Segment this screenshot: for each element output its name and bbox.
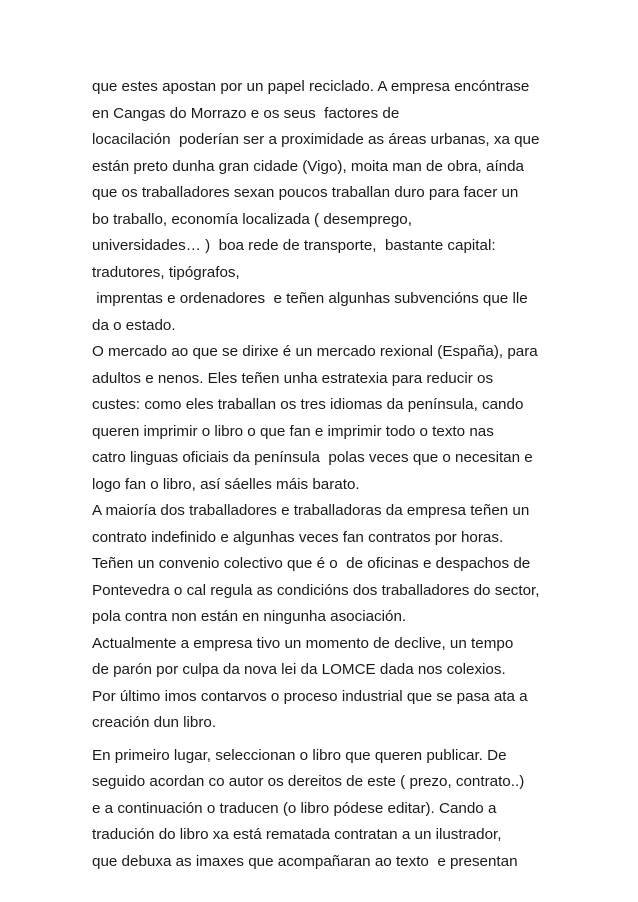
text-line: Actualmente a empresa tivo un momento de declive, un tempo xyxy=(92,634,514,652)
text-line: da o estado. xyxy=(92,316,176,334)
text-line: contrato indefinido e algunhas veces fan contratos por horas. xyxy=(92,528,504,546)
text-line: tradución do libro xa está rematada contratan a un ilustrador, xyxy=(92,826,502,843)
text-line: A maioría dos traballadores e traballadoras da empresa teñen un xyxy=(92,502,530,519)
text-line: tradutores, tipógrafos, xyxy=(92,263,240,281)
paragraph-2 xyxy=(92,743,572,876)
text-line: pola contra non están en ningunha asociación. xyxy=(92,608,407,625)
text-line: seguido acordan co autor os dereitos de este ( prezo, contrato..) xyxy=(92,773,525,790)
text-line: custes: como eles traballan os tres idiomas da península, cando xyxy=(92,396,524,413)
text-line: adultos e nenos. Eles teñen unha estratexia para reducir os xyxy=(92,369,494,387)
text-line: O mercado ao que se dirixe é un mercado rexional (España), para xyxy=(92,343,538,360)
text-line: En primeiro lugar, seleccionan o libro que queren publicar. De xyxy=(92,746,507,764)
text-line: en Cangas do Morrazo e os seus factores de xyxy=(92,104,400,122)
text-line: de parón por culpa da nova lei da LOMCE dada nos colexios. xyxy=(92,661,506,678)
text-line: Pontevedra o cal regula as condicións dos traballadores do sector, xyxy=(92,581,540,599)
text-line: bo traballo, economía localizada ( desemprego, xyxy=(92,210,412,228)
text-line: universidades… ) boa rede de transporte, bastante capital: xyxy=(92,237,496,254)
text-line: Teñen un convenio colectivo que é o de oficinas e despachos de xyxy=(92,555,531,572)
text-line: logo fan o libro, así sáelles máis barato. xyxy=(92,475,360,493)
text-line: imprentas e ordenadores e teñen algunhas subvencións que lle xyxy=(92,290,528,307)
text-line: catro linguas oficiais da península polas veces que o necesitan e xyxy=(92,449,533,466)
text-line: locacilación poderían ser a proximidade as áreas urbanas, xa que xyxy=(92,131,540,148)
text-line: están preto dunha gran cidade (Vigo), moita man de obra, aínda xyxy=(92,157,525,175)
text-line: que os traballadores sexan poucos traballan duro para facer un xyxy=(92,184,519,201)
document-body xyxy=(92,74,572,875)
text-line: que estes apostan por un papel reciclado. A empresa encóntrase xyxy=(92,78,530,95)
text-line: que debuxa as imaxes que acompañaran ao texto e presentan xyxy=(92,852,518,870)
text-line: creación dun libro. xyxy=(92,714,217,731)
paragraph-1 xyxy=(92,74,572,737)
text-line: e a continuación o traducen (o libro pódese editar). Cando a xyxy=(92,799,497,817)
text-line: queren imprimir o libro o que fan e imprimir todo o texto nas xyxy=(92,422,494,440)
text-line: Por último imos contarvos o proceso industrial que se pasa ata a xyxy=(92,687,528,705)
